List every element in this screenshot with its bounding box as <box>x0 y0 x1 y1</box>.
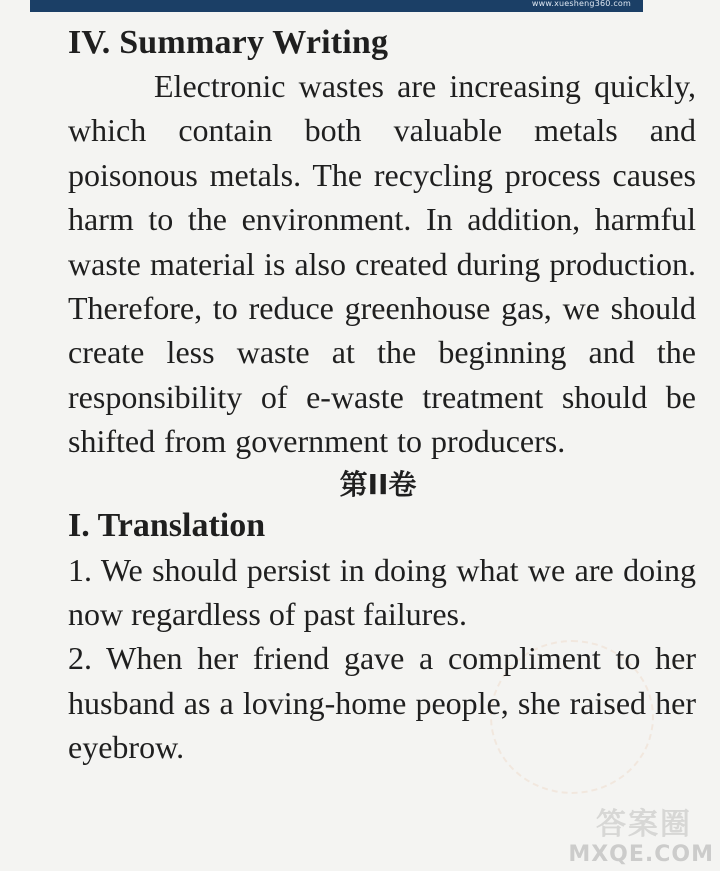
top-bar <box>30 0 643 12</box>
translation-heading: I. Translation <box>68 506 266 544</box>
watermark-logo: 答案圈 <box>596 807 692 842</box>
watermark <box>568 799 714 869</box>
watermark-site: MXQE.COM <box>568 842 714 867</box>
site-url: www.xuesheng360.com <box>531 0 631 8</box>
translation-item-1: 1. We should persist in doing what we are doing now regardless of past failures. <box>68 551 696 633</box>
section-mark: 第II卷 <box>339 467 417 501</box>
translation-item-2: 2. When her friend gave a compliment to her husband as a loving-home people, she raised her eyebrow. <box>68 640 696 766</box>
page-content <box>68 22 696 770</box>
summary-paragraph: Electronic wastes are increasing quickly, which contain both valuable metals and poisonous metals. The recycling process causes harm to the environment. In addition, harmful waste material is also created during production. Therefore, to reduce greenhouse gas, we should create less waste at the beginning and the responsibility of e-waste treatment should be shifted from government to producers. <box>68 68 696 460</box>
summary-heading: IV. Summary Writing <box>68 24 389 61</box>
